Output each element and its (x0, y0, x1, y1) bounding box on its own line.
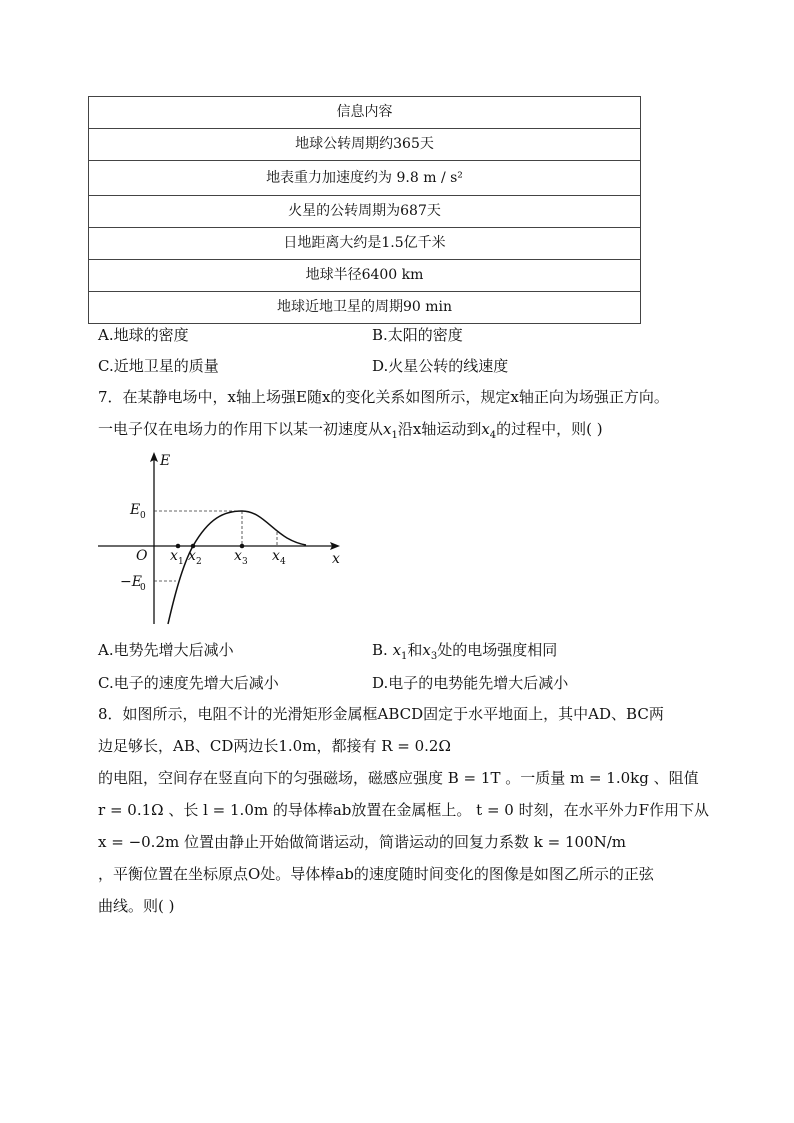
var-x3: x (422, 641, 431, 659)
q7-stem-text: 一电子仅在电场力的作用下以某一初速度从 (98, 420, 384, 438)
tick-x3-sub: 3 (242, 557, 248, 567)
table-row (89, 129, 641, 161)
var-x4: x (481, 420, 490, 438)
var-x3-sub: 3 (430, 651, 438, 662)
table-row (89, 161, 641, 196)
tick-x4: x (272, 548, 280, 564)
q8-stem-line3: 的电阻，空间存在竖直向下的匀强磁场，磁感应强度 B = 1T 。一质量 m = 1.0kg 、阻值 (98, 769, 699, 787)
x-axis-label: x (332, 551, 340, 567)
q6-option-c[interactable]: C.近地卫星的质量 (98, 357, 219, 375)
origin-label: O (136, 548, 148, 564)
y-axis-label: E (160, 453, 171, 469)
q7-option-d[interactable]: D.电子的电势能先增大后减小 (372, 674, 569, 692)
table-cell: 地球半径6400 km (89, 260, 641, 292)
var-x1-sub: 1 (391, 430, 398, 441)
neg-e0-sub: 0 (140, 583, 146, 593)
q8-stem-line1: 8．如图所示，电阻不计的光滑矩形金属框ABCD固定于水平地面上，其中AD、BC两 (98, 705, 664, 723)
var-x1: x (392, 641, 402, 659)
table-row (89, 228, 641, 260)
var-x1: x (383, 420, 392, 438)
table-row (89, 260, 641, 292)
q7-stem-line1: 7．在某静电场中，x轴上场强E随x的变化关系如图所示，规定x轴正向为场强正方向。 (98, 388, 669, 406)
q8-stem-line4: r = 0.1Ω 、长 l = 1.0m 的导体棒ab放置在金属框上。 t = 0 时刻，在水平外力F作用下从 (98, 801, 710, 819)
var-x1-sub: 1 (401, 651, 408, 662)
q8-stem-line2: 边足够长，AB、CD两边长1.0m，都接有 R = 0.2Ω (98, 737, 451, 755)
table-row (89, 196, 641, 228)
e-field-graph (94, 448, 354, 630)
q6-option-b[interactable]: B.太阳的密度 (372, 326, 463, 344)
tick-x1-sub: 1 (178, 557, 184, 567)
option-b-prefix: B. (372, 641, 393, 659)
q8-stem-line6: ，平衡位置在坐标原点O处。导体棒ab的速度随时间变化的图像是如图乙所示的正弦 (98, 865, 654, 883)
e0-label: E (130, 502, 141, 518)
var-x4-sub: 4 (489, 430, 497, 441)
table-row (89, 292, 641, 324)
table-header: 信息内容 (89, 97, 641, 129)
tick-x2-sub: 2 (196, 557, 202, 567)
q7-stem-text: 沿x轴运动到 (397, 420, 482, 438)
q7-option-a[interactable]: A.电势先增大后减小 (98, 641, 234, 659)
q6-option-d[interactable]: D.火星公转的线速度 (372, 357, 509, 375)
q7-stem-line2 (98, 418, 603, 441)
e-field-curve (168, 511, 306, 624)
table-cell: 火星的公转周期为687天 (89, 196, 641, 228)
q7-option-c[interactable]: C.电子的速度先增大后减小 (98, 674, 279, 692)
tick-x4-sub: 4 (280, 557, 286, 567)
table-cell: 地球近地卫星的周期90 min (89, 292, 641, 324)
q8-stem-line5: x = −0.2m 位置由静止开始做简谐运动，简谐运动的回复力系数 k = 100N/m (98, 833, 626, 851)
tick-x2: x (188, 548, 196, 564)
tick-x1: x (170, 548, 178, 564)
info-table (88, 96, 641, 324)
table-cell: 地表重力加速度约为 9.8 m / s² (89, 161, 641, 196)
table-cell: 地球公转周期约365天 (89, 129, 641, 161)
q8-stem-line7: 曲线。则( ) (98, 897, 175, 915)
option-b-mid: 和 (407, 641, 423, 659)
table-cell: 日地距离大约是1.5亿千米 (89, 228, 641, 260)
q7-stem-text: 的过程中，则( ) (496, 420, 603, 438)
q6-option-a[interactable]: A.地球的密度 (98, 326, 189, 344)
neg-e0-label: −E (120, 574, 142, 590)
tick-x3: x (234, 548, 242, 564)
q7-option-b[interactable] (372, 639, 557, 662)
e0-sub: 0 (140, 511, 146, 521)
table-row (89, 97, 641, 129)
option-b-suffix: 处的电场强度相同 (437, 641, 558, 659)
